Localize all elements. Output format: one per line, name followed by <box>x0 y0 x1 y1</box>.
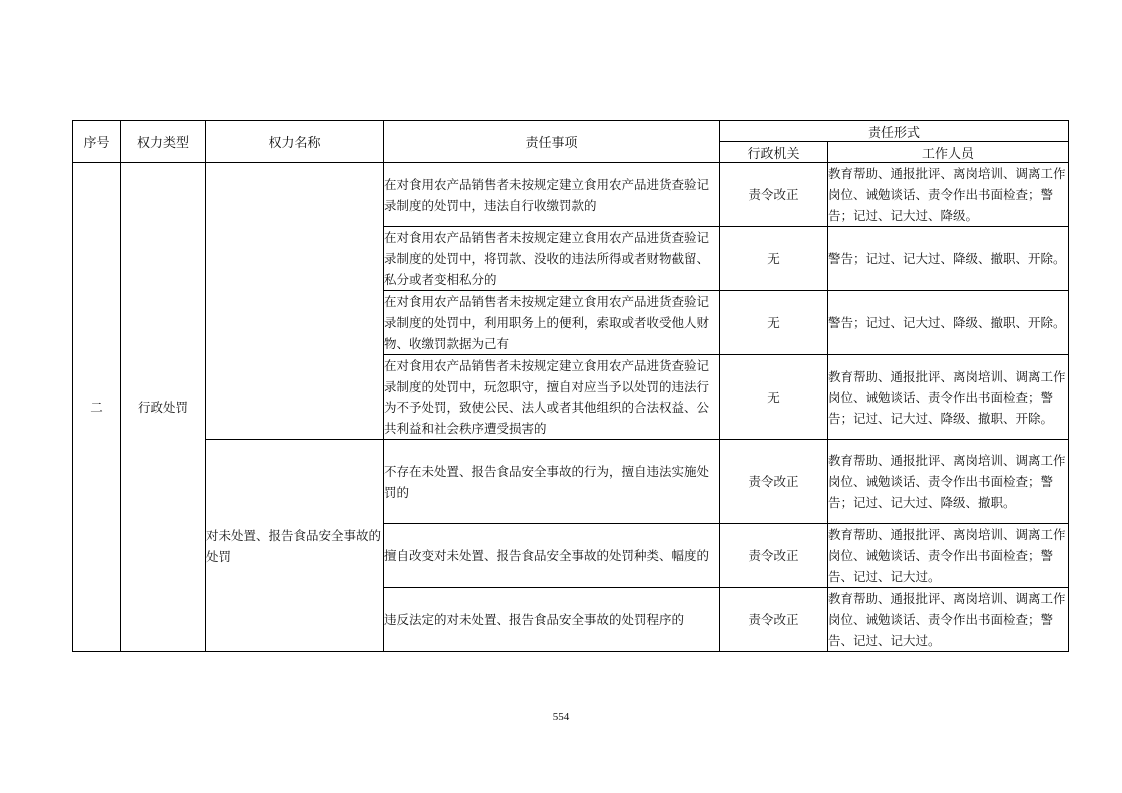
staff-cell: 教育帮助、通报批评、离岗培训、调离工作岗位、诫勉谈话、责令作出书面检查；警告、记过、记大过。 <box>828 588 1069 652</box>
power-type-cell: 行政处罚 <box>121 163 206 652</box>
header-row-1 <box>73 121 1069 142</box>
header-staff: 工作人员 <box>828 142 1069 163</box>
table-row <box>73 440 1069 524</box>
organ-cell: 无 <box>720 355 828 440</box>
power-name-cell-2: 对未处置、报告食品安全事故的处罚 <box>206 440 384 652</box>
duty-cell: 在对食用农产品销售者未按规定建立食用农产品进货查验记录制度的处罚中，违法自行收缴罚款的 <box>384 163 720 227</box>
staff-cell: 警告；记过、记大过、降级、撤职、开除。 <box>828 227 1069 291</box>
organ-cell: 无 <box>720 291 828 355</box>
header-duty-items: 责任事项 <box>384 121 720 163</box>
organ-cell: 责令改正 <box>720 588 828 652</box>
table-row <box>73 163 1069 227</box>
organ-cell: 责令改正 <box>720 524 828 588</box>
duty-cell: 在对食用农产品销售者未按规定建立食用农产品进货查验记录制度的处罚中，利用职务上的便利，索取或者收受他人财物、收缴罚款据为己有 <box>384 291 720 355</box>
duty-cell: 擅自改变对未处置、报告食品安全事故的处罚种类、幅度的 <box>384 524 720 588</box>
staff-cell: 教育帮助、通报批评、离岗培训、调离工作岗位、诫勉谈话、责令作出书面检查；警告；记过、记大过、降级、撤职、开除。 <box>828 355 1069 440</box>
header-power-type: 权力类型 <box>121 121 206 163</box>
duty-cell: 违反法定的对未处置、报告食品安全事故的处罚程序的 <box>384 588 720 652</box>
page-number: 554 <box>552 711 570 723</box>
header-seq: 序号 <box>73 121 121 163</box>
duty-cell: 不存在未处置、报告食品安全事故的行为，擅自违法实施处罚的 <box>384 440 720 524</box>
staff-cell: 教育帮助、通报批评、离岗培训、调离工作岗位、诫勉谈话、责令作出书面检查；警告、记过、记大过。 <box>828 524 1069 588</box>
seq-cell: 二 <box>73 163 121 652</box>
header-admin-organ: 行政机关 <box>720 142 828 163</box>
organ-cell: 责令改正 <box>720 440 828 524</box>
staff-cell: 教育帮助、通报批评、离岗培训、调离工作岗位、诫勉谈话、责令作出书面检查；警告；记过、记大过、降级、撤职。 <box>828 440 1069 524</box>
staff-cell: 教育帮助、通报批评、离岗培训、调离工作岗位、诫勉谈话、责令作出书面检查；警告；记过、记大过、降级。 <box>828 163 1069 227</box>
duty-table <box>72 120 1069 652</box>
organ-cell: 无 <box>720 227 828 291</box>
duty-cell: 在对食用农产品销售者未按规定建立食用农产品进货查验记录制度的处罚中，玩忽职守，擅自对应当予以处罚的违法行为不予处罚，致使公民、法人或者其他组织的合法权益、公共利益和社会秩序遭受损害的 <box>384 355 720 440</box>
header-duty-form: 责任形式 <box>720 121 1069 142</box>
staff-cell: 警告；记过、记大过、降级、撤职、开除。 <box>828 291 1069 355</box>
power-name-cell-1 <box>206 163 384 440</box>
organ-cell: 责令改正 <box>720 163 828 227</box>
duty-cell: 在对食用农产品销售者未按规定建立食用农产品进货查验记录制度的处罚中，将罚款、没收的违法所得或者财物截留、私分或者变相私分的 <box>384 227 720 291</box>
header-power-name: 权力名称 <box>206 121 384 163</box>
